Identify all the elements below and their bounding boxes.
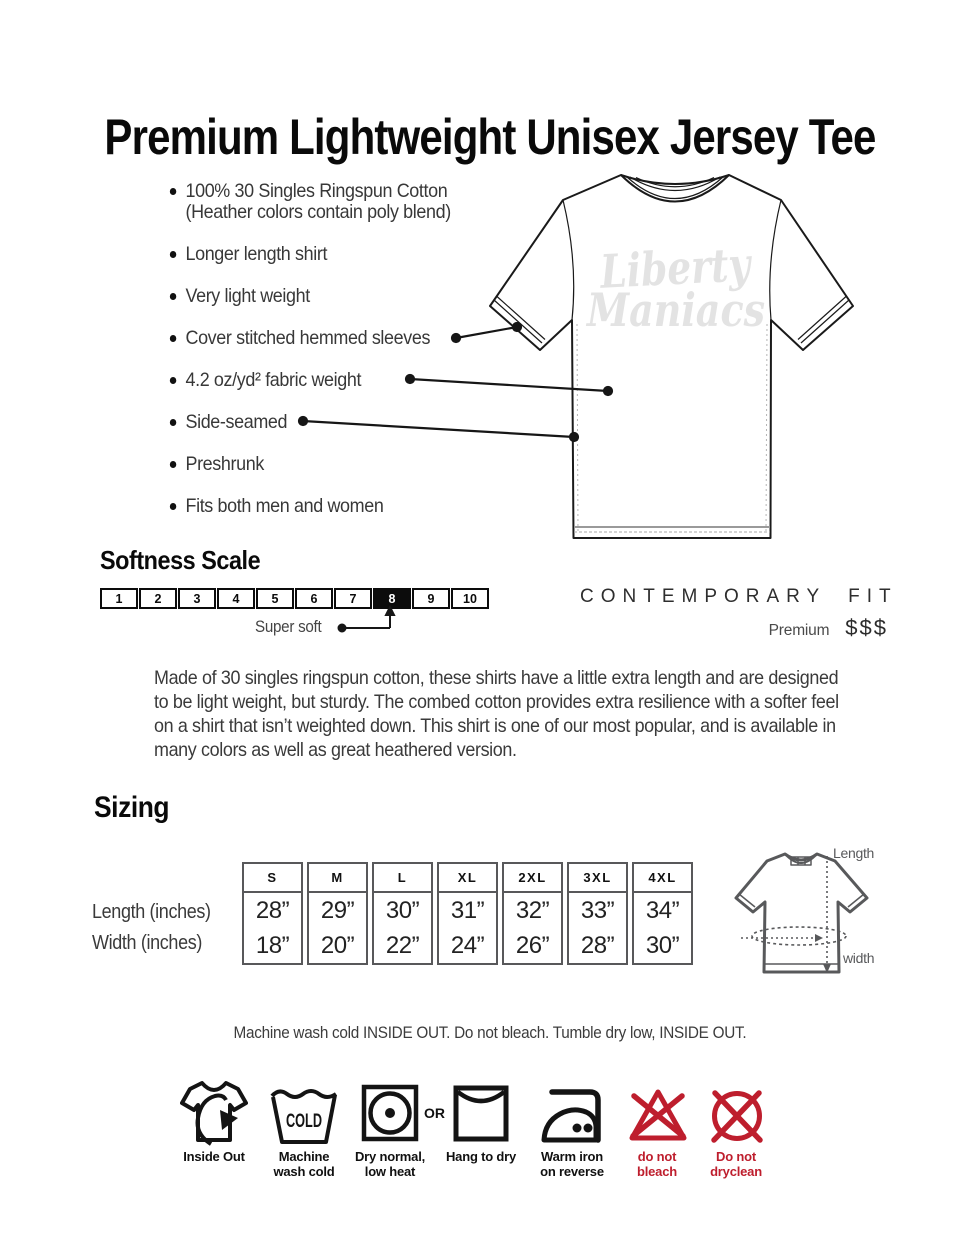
care-instructions-text: Machine wash cold INSIDE OUT. Do not bleach. Tumble dry low, INSIDE OUT.	[233, 1023, 747, 1042]
hang-to-dry-label: Hang to dry	[445, 1149, 517, 1164]
super-soft-label: Super soft	[255, 618, 322, 636]
length-value: 32”	[515, 896, 550, 924]
size-header: 3XL	[569, 864, 626, 893]
length-value: 30”	[385, 896, 420, 924]
machine-wash-cold-icon	[268, 1082, 340, 1146]
softness-level-7: 7	[334, 588, 372, 609]
feature-item: Very light weight	[168, 286, 477, 307]
page-title: Premium Lightweight Unisex Jersey Tee	[104, 108, 876, 165]
length-row-label: Length (inches)	[92, 901, 211, 923]
size-column-m	[307, 862, 368, 965]
softness-level-5: 5	[256, 588, 294, 609]
size-header: XL	[439, 864, 496, 893]
width-value: 20”	[320, 931, 355, 959]
width-row-label: Width (inches)	[92, 932, 202, 954]
softness-level-1: 1	[100, 588, 138, 609]
svg-text:COLD: COLD	[286, 1111, 322, 1132]
length-value: 28”	[255, 896, 290, 924]
width-value: 30”	[645, 931, 680, 959]
feature-item: Fits both men and women	[168, 496, 477, 517]
feature-item: 100% 30 Singles Ringspun Cotton (Heather colors contain poly blend)	[168, 181, 477, 223]
diagram-width-label: width	[843, 950, 875, 966]
length-value: 31”	[450, 896, 485, 924]
size-table	[242, 862, 693, 965]
tshirt-illustration	[478, 166, 882, 548]
tier-label: Premium	[768, 622, 830, 639]
svg-text:Liberty: Liberty	[598, 235, 785, 299]
or-label: OR	[424, 1105, 445, 1121]
fit-label: CONTEMPORARY FIT	[580, 586, 898, 607]
hang-to-dry-icon	[452, 1083, 510, 1143]
width-value: 28”	[580, 931, 615, 959]
softness-level-6: 6	[295, 588, 333, 609]
do-not-dryclean-icon	[704, 1082, 770, 1148]
warm-iron-on-reverse-label: Warm iron on reverse	[540, 1149, 604, 1179]
size-column-l	[372, 862, 433, 965]
inside-out-label: Inside Out	[183, 1149, 245, 1164]
size-column-4xl	[632, 862, 693, 965]
size-column-s	[242, 862, 303, 965]
super-soft-arrow	[330, 604, 410, 638]
do-not-dryclean-label: Do not dryclean	[710, 1149, 762, 1179]
width-value: 26”	[515, 931, 550, 959]
feature-item: Longer length shirt	[168, 244, 477, 265]
inside-out-icon	[180, 1078, 248, 1146]
width-value: 24”	[450, 931, 485, 959]
feature-item: 4.2 oz/yd² fabric weight	[168, 370, 477, 391]
size-column-3xl	[567, 862, 628, 965]
brand-watermark	[585, 235, 785, 337]
width-value: 22”	[385, 931, 420, 959]
feature-item: Side-seamed	[168, 412, 477, 433]
softness-level-8-selected: 8	[373, 588, 411, 609]
do-not-bleach-icon	[628, 1083, 688, 1145]
dry-normal-low-heat-label: Dry normal, low heat	[354, 1149, 426, 1179]
diagram-length-label: Length	[833, 845, 875, 861]
svg-text:Maniacs: Maniacs	[585, 283, 765, 337]
price-label: $$$	[845, 615, 888, 640]
size-header: S	[244, 864, 301, 893]
softness-level-4: 4	[217, 588, 255, 609]
sizing-heading: Sizing	[94, 791, 170, 824]
softness-level-2: 2	[139, 588, 177, 609]
size-header: L	[374, 864, 431, 893]
softness-level-10: 10	[451, 588, 489, 609]
do-not-bleach-label: do not bleach	[637, 1149, 677, 1179]
softness-level-3: 3	[178, 588, 216, 609]
length-value: 33”	[580, 896, 615, 924]
size-column-xl	[437, 862, 498, 965]
machine-wash-cold-label: Machine wash cold	[273, 1149, 335, 1179]
feature-item: Preshrunk	[168, 454, 477, 475]
warm-iron-on-reverse-icon	[540, 1084, 604, 1146]
size-column-2xl	[502, 862, 563, 965]
width-value: 18”	[255, 931, 290, 959]
size-header: M	[309, 864, 366, 893]
size-header: 2XL	[504, 864, 561, 893]
feature-list	[168, 181, 477, 538]
size-header: 4XL	[634, 864, 691, 893]
feature-item: Cover stitched hemmed sleeves	[168, 328, 477, 349]
softness-scale-heading: Softness Scale	[100, 545, 261, 575]
length-value: 34”	[645, 896, 680, 924]
length-value: 29”	[320, 896, 355, 924]
fit-info	[580, 586, 898, 641]
softness-level-9: 9	[412, 588, 450, 609]
product-description: Made of 30 singles ringspun cotton, these shirts have a little extra length and are designed to be light weight, but sturdy. The combed cotton provides extra resilience with a softer feel on a shirt that isn’t weighted down. This shirt is one of our most popular, and is available in many colors as well as great heathered version.	[154, 667, 839, 761]
dry-normal-low-heat-icon	[360, 1083, 420, 1143]
softness-scale	[100, 588, 489, 609]
